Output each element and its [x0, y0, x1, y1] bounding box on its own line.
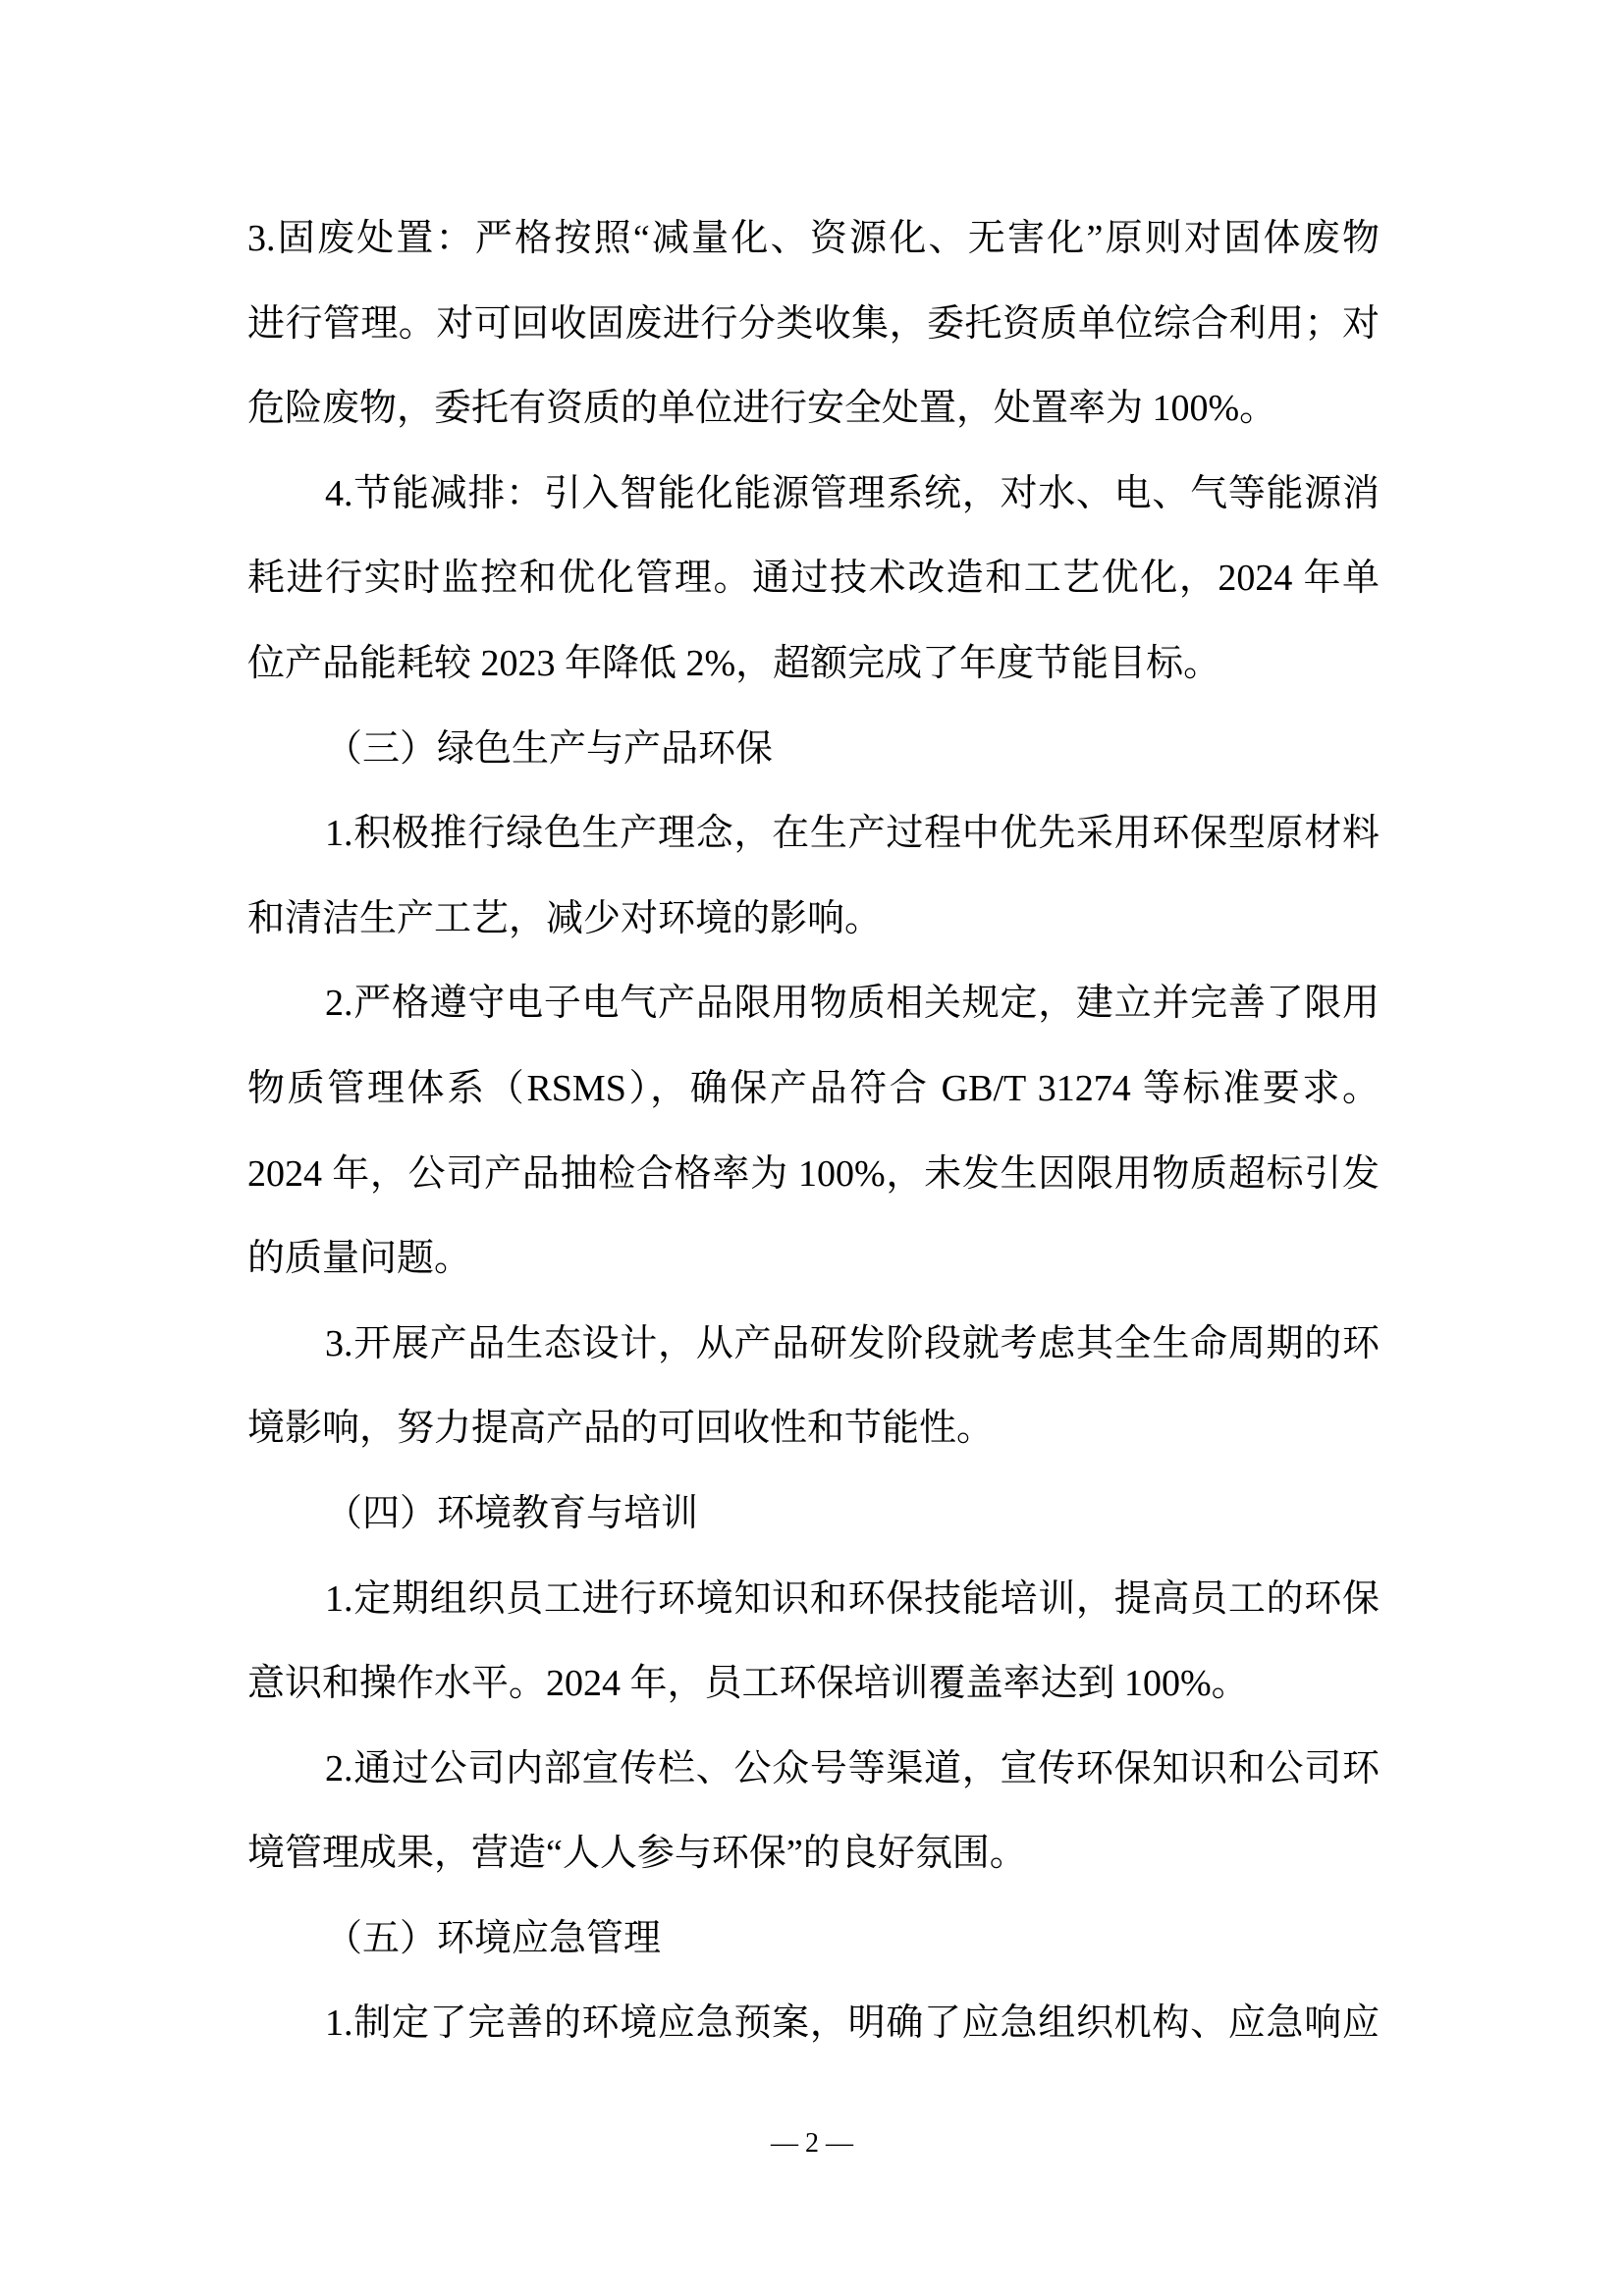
text-line: 位产品能耗较 2023 年降低 2%，超额完成了年度节能目标。	[247, 642, 1221, 684]
text-line: 1.积极推行绿色生产理念，在生产过程中优先采用环保型原材料	[325, 813, 1380, 855]
page-number: — 2 —	[771, 2128, 853, 2159]
text-line: 2024 年，公司产品抽检合格率为 100%，未发生因限用物质超标引发	[247, 1152, 1380, 1195]
text-line: 4.节能减排：引入智能化能源管理系统，对水、电、气等能源消	[325, 472, 1380, 514]
text-line: 耗进行实时监控和优化管理。通过技术改造和工艺优化，2024 年单	[247, 558, 1380, 600]
text-line: 和清洁生产工艺，减少对环境的影响。	[247, 897, 883, 939]
section-heading: （五）环境应急管理	[325, 1917, 662, 1959]
text-line: 2.严格遵守电子电气产品限用物质相关规定，建立并完善了限用	[325, 983, 1380, 1025]
text-line: 境管理成果，营造“人人参与环保”的良好氛围。	[247, 1833, 1027, 1875]
section-heading: （三）绿色生产与产品环保	[325, 727, 774, 770]
text-line: 境影响，努力提高产品的可回收性和节能性。	[247, 1408, 995, 1450]
text-line: 进行管理。对可回收固废进行分类收集，委托资质单位综合利用；对	[247, 302, 1380, 345]
text-line: 1.定期组织员工进行环境知识和环保技能培训，提高员工的环保	[325, 1577, 1380, 1620]
text-line: 物质管理体系（RSMS），确保产品符合 GB/T 31274 等标准要求。	[247, 1067, 1380, 1109]
text-line: 1.制定了完善的环境应急预案，明确了应急组织机构、应急响应	[325, 2002, 1380, 2045]
text-line: 危险废物，委托有资质的单位进行安全处置，处置率为 100%。	[247, 388, 1277, 430]
page-footer	[0, 2122, 1624, 2165]
document-body	[247, 196, 1380, 2066]
text-line: 2.通过公司内部宣传栏、公众号等渠道，宣传环保知识和公司环	[325, 1747, 1380, 1789]
section-heading: （四）环境教育与培训	[325, 1492, 699, 1534]
text-line: 的质量问题。	[247, 1238, 472, 1280]
text-line: 3.固废处置：严格按照“减量化、资源化、无害化”原则对固体废物	[247, 218, 1380, 259]
text-line: 3.开展产品生态设计，从产品研发阶段就考虑其全生命周期的环	[325, 1322, 1380, 1364]
text-line: 意识和操作水平。2024 年，员工环保培训覆盖率达到 100%。	[247, 1663, 1249, 1705]
